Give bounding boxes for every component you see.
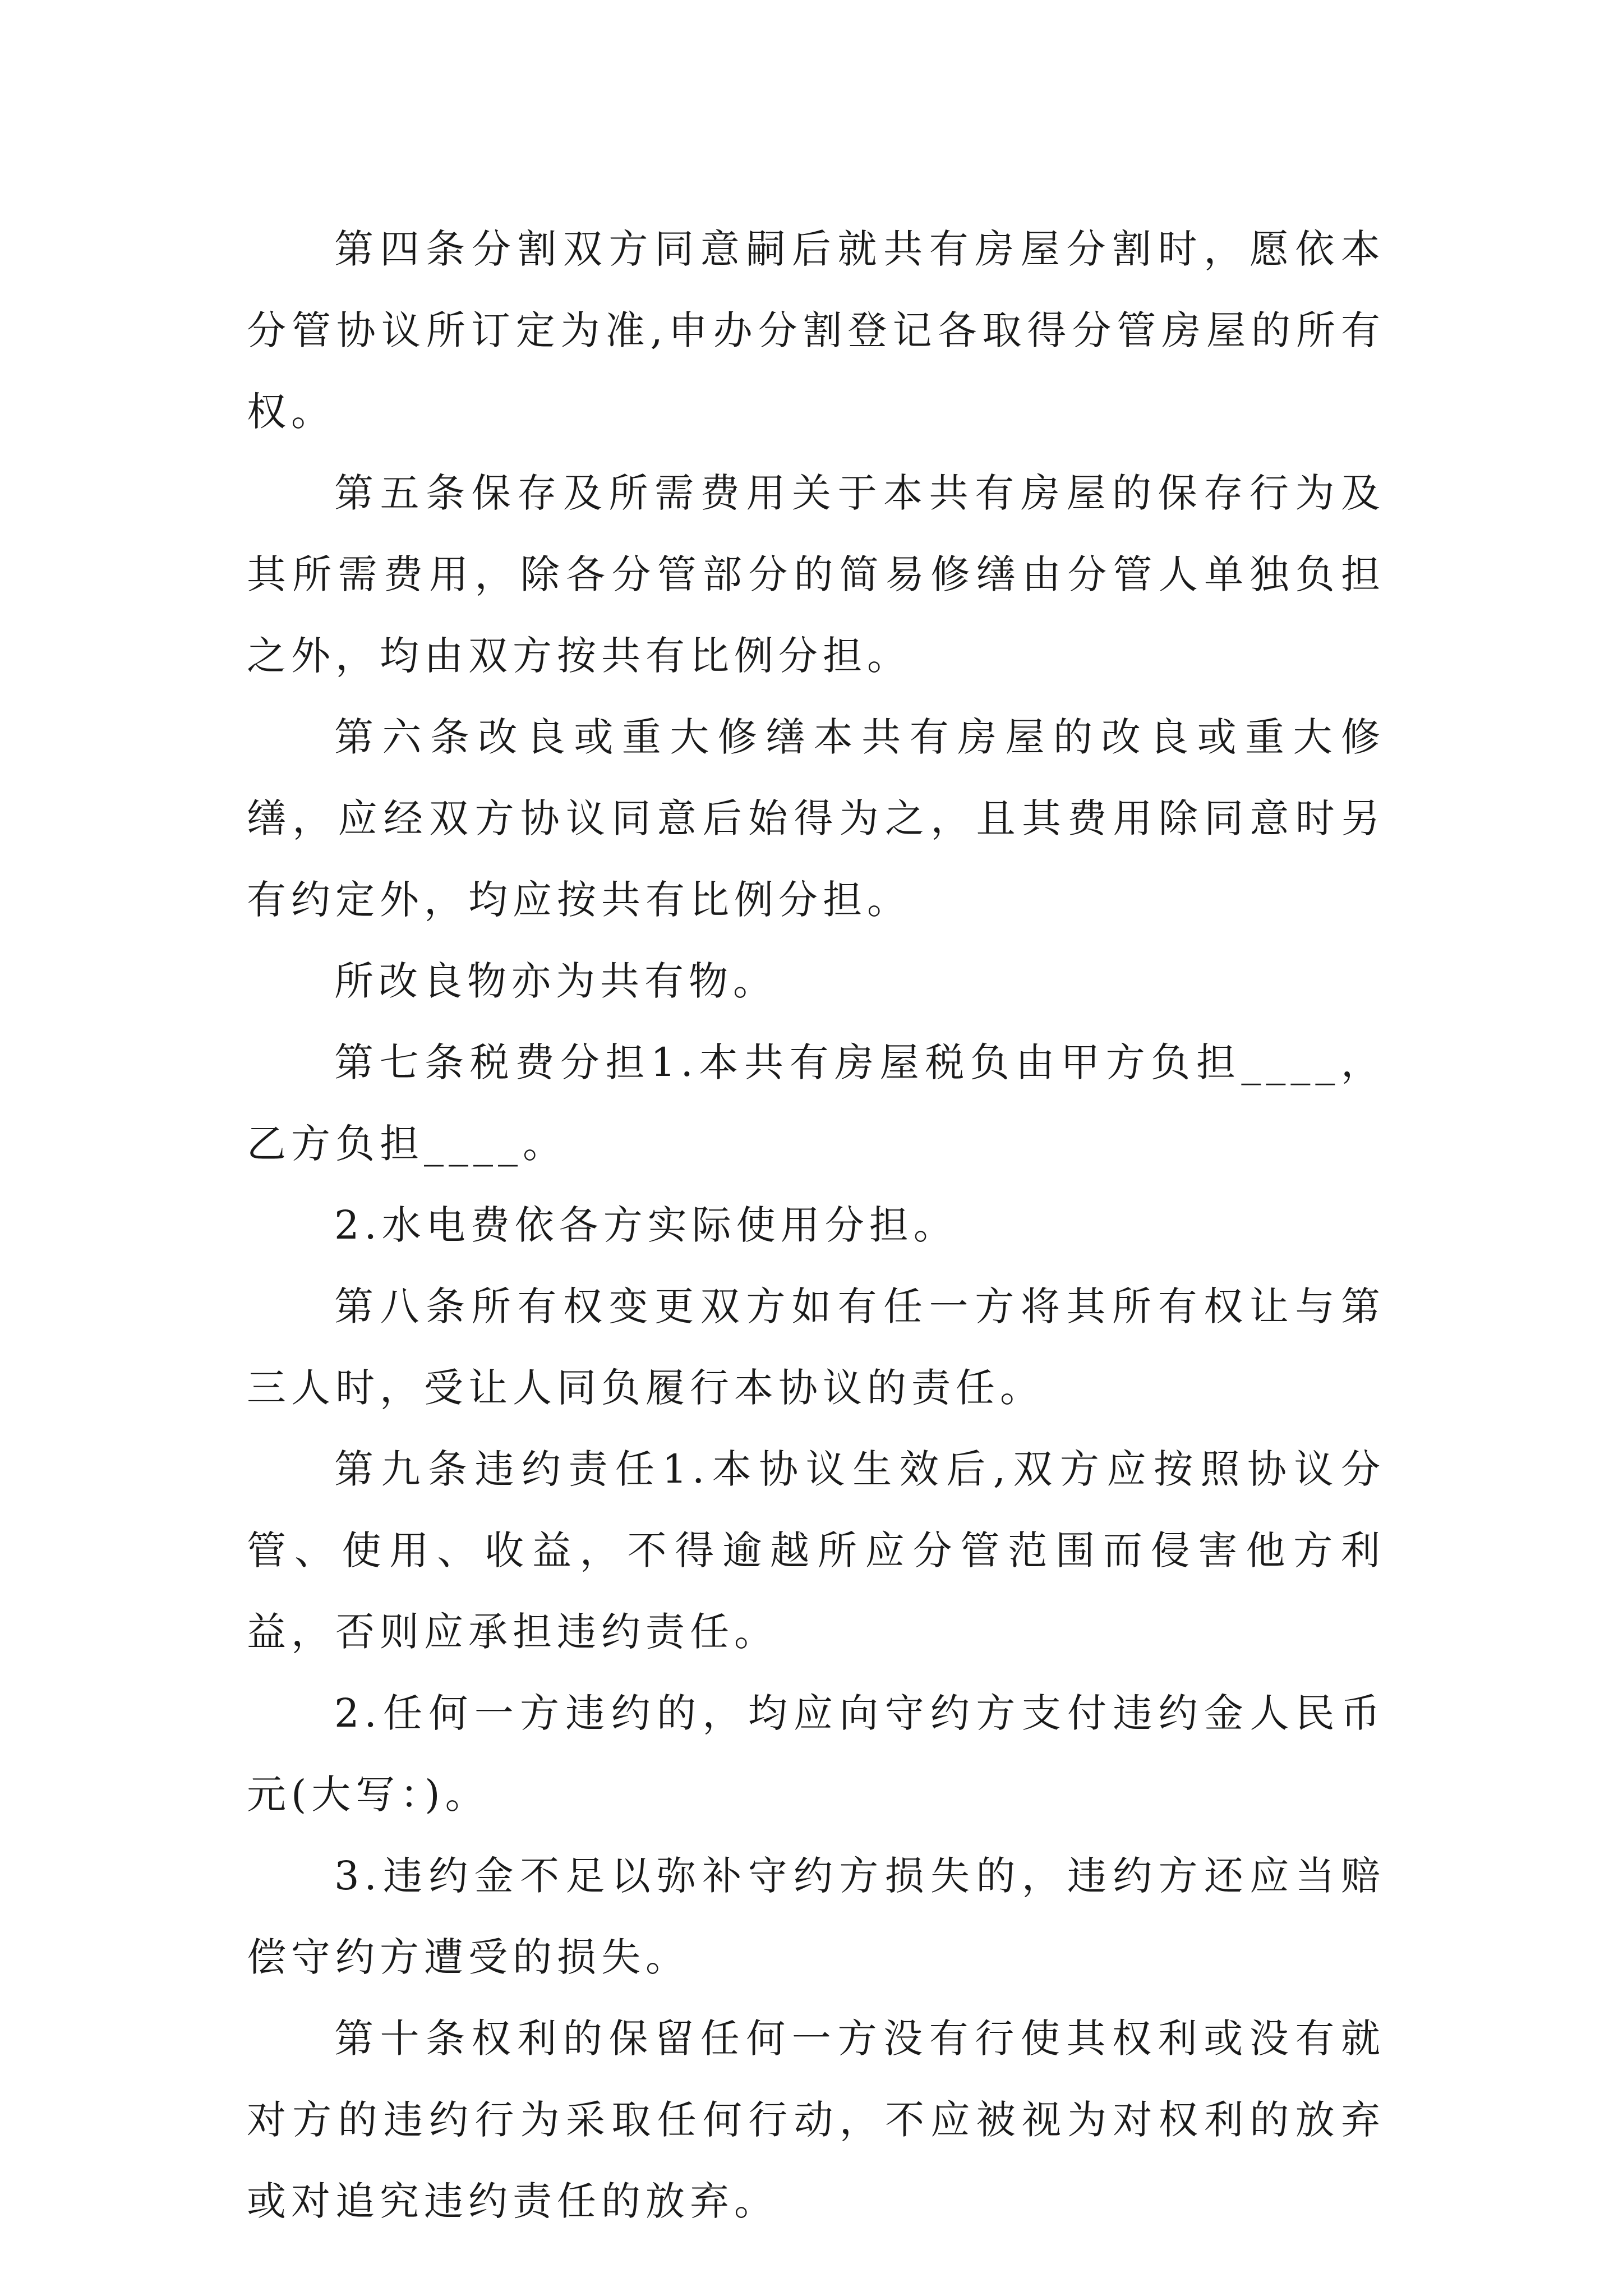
document-body [247, 209, 1385, 2242]
paragraph-article-7-item-2: 2.水电费依各方实际使用分担。 [334, 1202, 958, 1248]
paragraph-article-10: 第十条权利的保留任何一方没有行使其权利或没有就对方的违约行为采取任何行动，不应被视为对权利的放弃或对追究违约责任的放弃。 [247, 2016, 1385, 2224]
paragraph-article-9-item-3: 3.违约金不足以弥补守约方损失的，违约方还应当赔偿守约方遭受的损失。 [247, 1853, 1385, 1980]
paragraph-article-4: 第四条分割双方同意嗣后就共有房屋分割时，愿依本分管协议所订定为准,申办分割登记各取得分管房屋的所有权。 [247, 226, 1385, 435]
paragraph-article-6: 第六条改良或重大修缮本共有房屋的改良或重大修缮，应经双方协议同意后始得为之，且其费用除同意时另有约定外，均应按共有比例分担。 [247, 714, 1385, 923]
paragraph-improvements: 所改良物亦为共有物。 [334, 958, 777, 1004]
paragraph-article-9-item-2: 2.任何一方违约的，均应向守约方支付违约金人民币元(大写：)。 [247, 1690, 1385, 1818]
paragraph-article-5: 第五条保存及所需费用关于本共有房屋的保存行为及其所需费用，除各分管部分的简易修缮由分管人单独负担之外，均由双方按共有比例分担。 [247, 470, 1385, 679]
paragraph-article-7: 第七条税费分担1.本共有房屋税负由甲方负担____，乙方负担____。 [247, 1039, 1385, 1167]
paragraph-article-8: 第八条所有权变更双方如有任一方将其所有权让与第三人时，受让人同负履行本协议的责任。 [247, 1283, 1385, 1411]
paragraph-article-9: 第九条违约责任1.本协议生效后,双方应按照协议分管、使用、收益，不得逾越所应分管范围而侵害他方利益，否则应承担违约责任。 [247, 1446, 1385, 1655]
